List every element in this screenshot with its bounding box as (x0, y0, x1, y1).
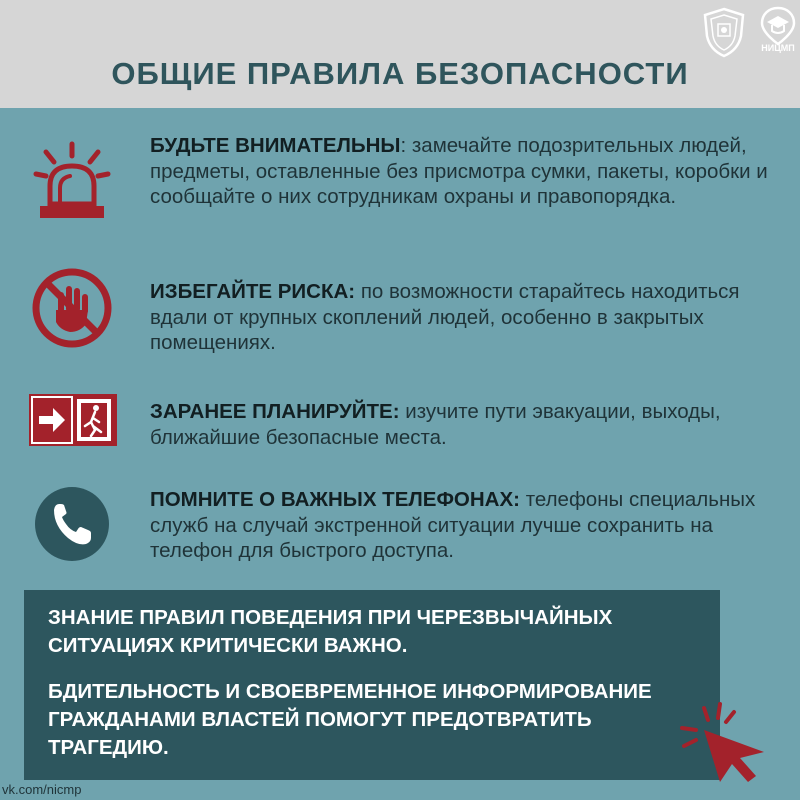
rule-item-plan-ahead (150, 399, 780, 450)
page-title: ОБЩИЕ ПРАВИЛА БЕЗОПАСНОСТИ (111, 56, 689, 91)
header (0, 0, 800, 108)
phone-icon (34, 486, 110, 562)
no-hand-icon (30, 266, 114, 350)
callout-box (24, 590, 720, 780)
emergency-exit-icon (29, 394, 117, 446)
rule-text: по возможности старайтесь находиться вдали от крупных скоплений людей, особенно в закрытых помещениях. (150, 280, 740, 354)
rule-heading: ЗАРАНЕЕ ПЛАНИРУЙТЕ: (150, 400, 400, 423)
rule-heading: ПОМНИТЕ О ВАЖНЫХ ТЕЛЕФОНАХ: (150, 488, 520, 511)
rule-item-avoid-risk (150, 279, 780, 356)
logo-caption: НИЦМП (761, 43, 795, 53)
rule-separator: : (400, 134, 412, 157)
rule-text: изучите пути эвакуации, выходы, ближайшие безопасные места. (150, 400, 721, 449)
callout-paragraph-2: БДИТЕЛЬНОСТЬ И СВОЕВРЕМЕННОЕ ИНФОРМИРОВАНИЕ ГРАЖДАНАМИ ВЛАСТЕЙ ПОМОГУТ ПРЕДОТВРАТИТЬ ТРАГЕДИЮ. (48, 680, 652, 759)
rule-heading: БУДЬТЕ ВНИМАТЕЛЬНЫ (150, 134, 401, 157)
shield-logo-icon (700, 6, 748, 58)
rule-text: замечайте подозрительных людей, предметы, оставленные без присмотра сумки, пакеты, коробки и сообщайте о них сотрудникам охраны и правопорядка. (150, 134, 768, 208)
rule-text: телефоны специальных служб на случай экстренной ситуации лучше сохранить на телефон для быстрого доступа. (150, 488, 756, 562)
cursor-click-icon (676, 700, 776, 784)
siren-icon (32, 140, 112, 224)
rule-heading: ИЗБЕГАЙТЕ РИСКА: (150, 280, 356, 303)
callout-paragraph-1: ЗНАНИЕ ПРАВИЛ ПОВЕДЕНИЯ ПРИ ЧЕРЕЗВЫЧАЙНЫХ СИТУАЦИЯХ КРИТИЧЕСКИ ВАЖНО. (48, 606, 613, 657)
rule-item-attentive (150, 133, 780, 210)
rule-item-phones (150, 487, 780, 564)
nicmp-logo-icon (758, 6, 798, 46)
footer-source: vk.com/nicmp (2, 782, 82, 797)
